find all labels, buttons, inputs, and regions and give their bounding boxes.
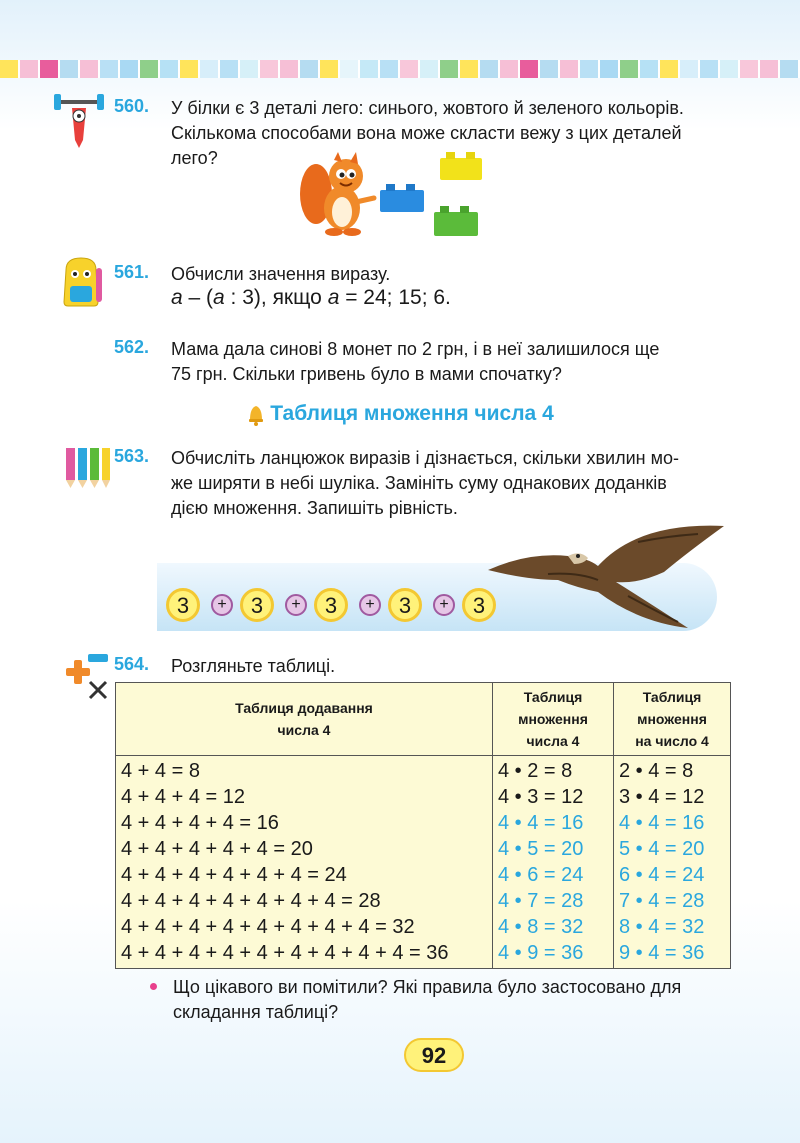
task-564-number: 564. — [114, 654, 150, 674]
stripe-segment — [760, 60, 780, 78]
table-cell: 4 + 4 + 4 + 4 + 4 + 4 + 4 = 28 — [121, 890, 381, 912]
chain-number-chip: 3 — [388, 588, 422, 622]
squirrel-illustration — [298, 152, 378, 236]
stripe-segment — [640, 60, 660, 78]
chain-number-chip: 3 — [314, 588, 348, 622]
table-cell: 5 • 4 = 20 — [619, 838, 705, 860]
stripe-segment — [720, 60, 740, 78]
stripe-segment — [100, 60, 120, 78]
stripe-segment — [120, 60, 140, 78]
table-cell: 4 • 7 = 28 — [498, 890, 584, 912]
table-cell: 3 • 4 = 12 — [619, 786, 705, 808]
table-cell: 4 • 6 = 24 — [498, 864, 584, 886]
table-cell: 2 • 4 = 8 — [619, 760, 694, 782]
table-header-addition — [116, 683, 493, 756]
stripe-segment — [140, 60, 160, 78]
expr-part: = 24; 15; 6. — [339, 286, 451, 309]
table-cell: 4 • 4 = 16 — [498, 812, 584, 834]
task-564-text: Розгляньте таблиці. — [171, 656, 336, 676]
stripe-segment — [300, 60, 320, 78]
task-563-line: же ширяти в небі шуліка. Замініть суму однакових доданків — [171, 473, 667, 493]
table-header-mult-by — [614, 683, 731, 756]
table-cell: 6 • 4 = 24 — [619, 864, 705, 886]
stripe-segment — [560, 60, 580, 78]
variable-a: а — [213, 286, 225, 309]
stripe-segment — [160, 60, 180, 78]
task-562-number: 562. — [114, 337, 150, 357]
weightlifting-pencil-icon — [52, 94, 106, 150]
table-cell: 4 • 9 = 36 — [498, 942, 584, 964]
table-cell: 4 • 8 = 32 — [498, 916, 584, 938]
stripe-segment — [460, 60, 480, 78]
table-cell: 4 + 4 + 4 + 4 + 4 + 4 + 4 + 4 + 4 = 36 — [121, 942, 449, 964]
table-cell: 4 + 4 + 4 + 4 + 4 = 20 — [121, 838, 313, 860]
stripe-segment — [360, 60, 380, 78]
chain-plus-sign: + — [285, 594, 307, 616]
stripe-segment — [480, 60, 500, 78]
task-561-expression — [171, 285, 731, 311]
header-line: числа 4 — [526, 733, 580, 749]
question-line: складання таблиці? — [173, 1002, 339, 1022]
stripe-segment — [60, 60, 80, 78]
header-line: Таблиця додавання — [235, 700, 373, 716]
stripe-segment — [580, 60, 600, 78]
mult-by-column — [614, 756, 731, 969]
stripe-segment — [680, 60, 700, 78]
stripe-segment — [200, 60, 220, 78]
table-cell: 4 • 5 = 20 — [498, 838, 584, 860]
task-561-text: Обчисли значення виразу. — [171, 264, 391, 284]
header-line: множення — [637, 711, 707, 727]
table-header-mult-of — [493, 683, 614, 756]
multiplication-table — [115, 682, 731, 969]
task-563-number: 563. — [114, 446, 150, 466]
backpack-icon — [56, 256, 106, 308]
table-cell: 4 + 4 + 4 + 4 = 16 — [121, 812, 279, 834]
stripe-segment — [180, 60, 200, 78]
table-cell: 4 • 3 = 12 — [498, 786, 584, 808]
stripe-segment — [280, 60, 300, 78]
expr-part: – ( — [182, 286, 214, 309]
stripe-segment — [220, 60, 240, 78]
task-562-line: Мама дала синові 8 монет по 2 грн, і в неї залишилося ще — [171, 339, 660, 359]
header-line: Таблиця — [523, 689, 583, 705]
stripe-segment — [0, 60, 20, 78]
task-560-line: Скількома способами вона може скласти вежу з цих деталей — [171, 123, 682, 143]
question-line: Що цікавого ви помітили? Які правила було застосовано для — [173, 977, 682, 997]
table-cell: 4 • 4 = 16 — [619, 812, 705, 834]
section-title-text: Таблиця множення числа 4 — [270, 402, 554, 425]
lego-bricks-illustration — [378, 150, 488, 240]
addition-column — [116, 756, 493, 969]
math-operations-icon — [62, 652, 112, 702]
header-line: Таблиця — [642, 689, 702, 705]
bell-icon — [246, 402, 266, 426]
stripe-segment — [80, 60, 100, 78]
stripe-segment — [380, 60, 400, 78]
stripe-segment — [500, 60, 520, 78]
stripe-segment — [440, 60, 460, 78]
stripe-segment — [600, 60, 620, 78]
table-cell: 4 + 4 = 8 — [121, 760, 200, 782]
task-562-text — [171, 337, 731, 387]
chain-number-chip: 3 — [240, 588, 274, 622]
task-563-line: Обчисліть ланцюжок виразів і дізнається, скільки хвилин мо- — [171, 448, 679, 468]
stripe-segment — [700, 60, 720, 78]
stripe-segment — [340, 60, 360, 78]
top-color-stripe — [0, 60, 800, 78]
stripe-segment — [740, 60, 760, 78]
stripe-segment — [240, 60, 260, 78]
question-text — [173, 975, 733, 1025]
stripe-segment — [780, 60, 800, 78]
task-560-line: лего? — [171, 148, 218, 168]
stripe-segment — [260, 60, 280, 78]
variable-a: а — [171, 286, 183, 309]
chain-number-chip: 3 — [166, 588, 200, 622]
pencils-icon — [62, 444, 112, 490]
chain-plus-sign: + — [211, 594, 233, 616]
table-cell: 9 • 4 = 36 — [619, 942, 705, 964]
kite-bird-illustration — [488, 522, 724, 632]
table-cell: 7 • 4 = 28 — [619, 890, 705, 912]
task-561-number: 561. — [114, 262, 150, 282]
chain-number-chip: 3 — [462, 588, 496, 622]
stripe-segment — [420, 60, 440, 78]
mult-of-column — [493, 756, 614, 969]
stripe-segment — [40, 60, 60, 78]
table-cell: 4 + 4 + 4 + 4 + 4 + 4 + 4 + 4 = 32 — [121, 916, 415, 938]
stripe-segment — [400, 60, 420, 78]
table-cell: 4 • 2 = 8 — [498, 760, 573, 782]
stripe-segment — [20, 60, 40, 78]
task-563-line: дією множення. Запишіть рівність. — [171, 498, 458, 518]
table-cell: 4 + 4 + 4 + 4 + 4 + 4 = 24 — [121, 864, 347, 886]
chain-plus-sign: + — [433, 594, 455, 616]
header-line: числа 4 — [277, 722, 331, 738]
task-560-number: 560. — [114, 96, 150, 116]
expr-part: : 3), якщо — [224, 286, 328, 309]
section-title — [0, 402, 800, 426]
stripe-segment — [540, 60, 560, 78]
stripe-segment — [620, 60, 640, 78]
variable-a: а — [327, 286, 340, 309]
table-cell: 4 + 4 + 4 = 12 — [121, 786, 245, 808]
stripe-segment — [320, 60, 340, 78]
page-number: 92 — [404, 1038, 464, 1072]
task-560-line: У білки є 3 деталі лего: синього, жовтого й зеленого кольорів. — [171, 98, 684, 118]
task-562-line: 75 грн. Скільки гривень було в мами спочатку? — [171, 364, 562, 384]
chain-plus-sign: + — [359, 594, 381, 616]
stripe-segment — [660, 60, 680, 78]
bullet-point — [150, 983, 157, 990]
table-cell: 8 • 4 = 32 — [619, 916, 705, 938]
header-line: на число 4 — [635, 733, 709, 749]
stripe-segment — [520, 60, 540, 78]
header-line: множення — [518, 711, 588, 727]
task-563-text — [171, 446, 731, 521]
